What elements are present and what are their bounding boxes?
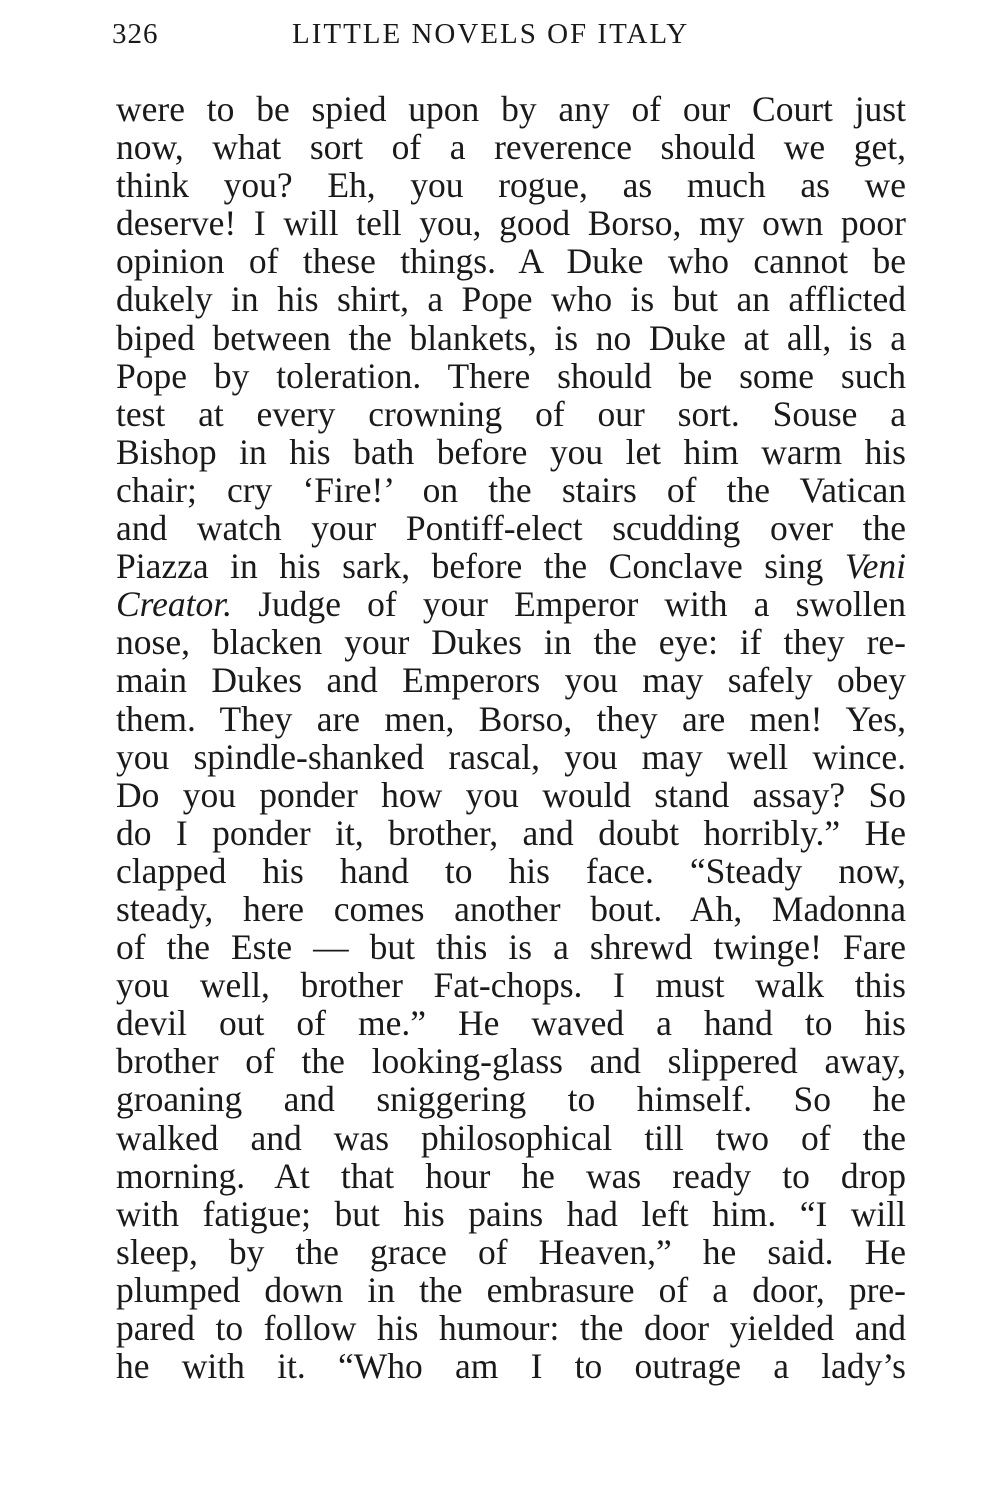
text-line: dukely in his shirt, a Pope who is but an afflicted — [116, 279, 906, 320]
text-line: biped between the blankets, is no Duke at all, is a — [116, 317, 906, 358]
text-line: groaning and sniggering to himself. So he — [116, 1079, 906, 1120]
text-line: brother of the looking-glass and slippered away, — [116, 1041, 906, 1082]
text-line: nose, blacken your Dukes in the eye: if they re- — [116, 622, 906, 663]
text-line: chair; cry ‘Fire!’ on the stairs of the Vatican — [116, 469, 906, 510]
text-line: them. They are men, Borso, they are men! Yes, — [116, 698, 906, 739]
line-segment: Judge of your Emperor with a swollen — [232, 584, 906, 625]
text-line: opinion of these things. A Duke who cannot be — [116, 241, 906, 282]
text-line: Do you ponder how you would stand assay? So — [116, 774, 906, 815]
text-line: walked and was philosophical till two of the — [116, 1117, 906, 1158]
text-line: clapped his hand to his face. “Steady now, — [116, 850, 906, 891]
text-line: were to be spied upon by any of our Court just — [116, 89, 906, 129]
text-line: he with it. “Who am I to outrage a lady’s — [116, 1346, 906, 1387]
text-line: you well, brother Fat-chops. I must walk this — [116, 965, 906, 1006]
text-line: now, what sort of a reverence should we get, — [116, 127, 906, 168]
text-line: devil out of me.” He waved a hand to his — [116, 1003, 906, 1044]
running-head — [112, 18, 907, 58]
text-line: you spindle-shanked rascal, you may well wince. — [116, 736, 906, 777]
text-line: sleep, by the grace of Heaven,” he said. He — [116, 1231, 906, 1272]
text-line: morning. At that hour he was ready to drop — [116, 1155, 906, 1196]
text-line-italic — [116, 547, 906, 585]
text-line: do I ponder it, brother, and doubt horribly.” He — [116, 812, 906, 853]
italic-segment: Creator. — [116, 584, 233, 625]
text-line: think you? Eh, you rogue, as much as we — [116, 165, 906, 206]
text-line: with fatigue; but his pains had left him. “I will — [116, 1193, 906, 1234]
text-line: Bishop in his bath before you let him warm his — [116, 431, 906, 472]
text-line: plumped down in the embrasure of a door, pre- — [116, 1269, 906, 1310]
text-line: main Dukes and Emperors you may safely obey — [116, 660, 906, 701]
text-line: steady, here comes another bout. Ah, Madonna — [116, 888, 906, 929]
text-line: test at every crowning of our sort. Souse a — [116, 393, 906, 434]
text-line: pared to follow his humour: the door yielded and — [116, 1308, 906, 1348]
text-line: and watch your Pontiff-elect scudding over the — [116, 508, 906, 549]
body-text — [116, 90, 906, 1385]
text-line: of the Este — but this is a shrewd twinge! Fare — [116, 927, 906, 968]
running-title: LITTLE NOVELS OF ITALY — [292, 18, 690, 50]
line-segment: Piazza in his sark, before the Conclave sing — [116, 546, 845, 587]
page-number: 326 — [112, 18, 159, 50]
text-line: Pope by toleration. There should be some such — [116, 355, 906, 396]
text-line-italic — [116, 585, 906, 623]
text-line: deserve! I will tell you, good Borso, my own poor — [116, 203, 906, 244]
italic-segment: Veni — [844, 546, 906, 587]
